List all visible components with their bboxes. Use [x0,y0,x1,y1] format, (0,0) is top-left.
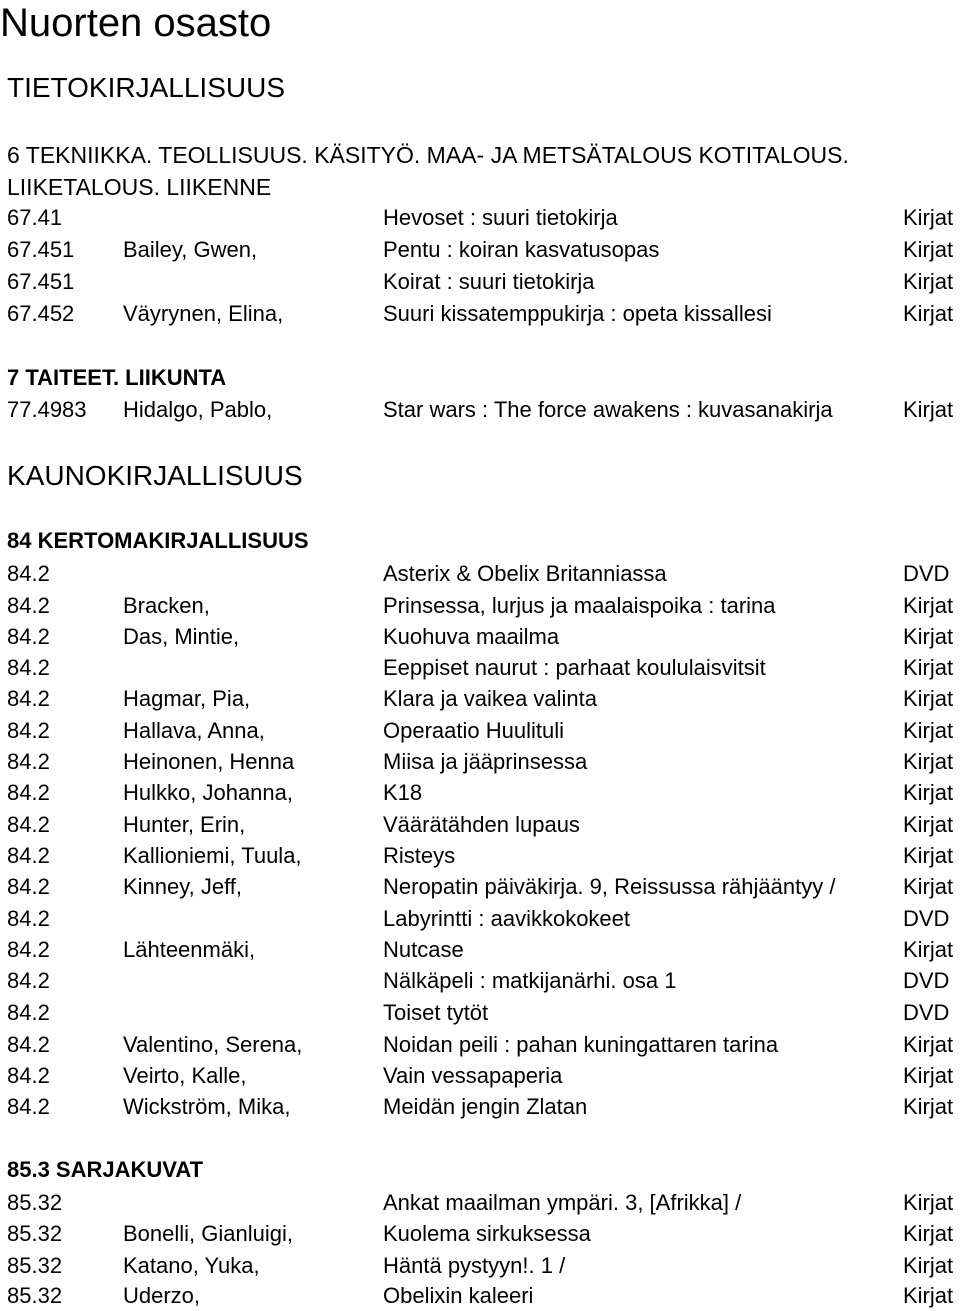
classification-code: 77.4983 [7,397,87,422]
material-type: Kirjat [903,843,954,868]
material-type: Kirjat [903,1063,954,1088]
catalog-row [0,1188,960,1218]
title: Neropatin päiväkirja. 9, Reissussa rähjääntyy / [383,874,836,899]
subsection-heading-6-line2: LIIKETALOUS. LIIKENNE [7,174,272,200]
catalog-row [0,559,960,589]
classification-code: 67.451 [7,269,75,294]
title: Väärätähden lupaus [383,812,580,837]
classification-code: 84.2 [7,1063,50,1088]
catalog-row [0,267,960,297]
material-type: Kirjat [903,937,954,962]
catalog-row [0,235,960,265]
material-type: Kirjat [903,749,954,774]
classification-code: 84.2 [7,1094,50,1119]
page-title: Nuorten osasto [0,1,272,45]
material-type: DVD [903,968,950,993]
title: Häntä pystyyn!. 1 / [383,1253,566,1278]
catalog-row [0,299,960,329]
material-type: Kirjat [903,686,954,711]
title: Eeppiset naurut : parhaat koululaisvitsit [383,655,766,680]
author: Kallioniemi, Tuula, [123,843,302,868]
author: Hunter, Erin, [123,812,246,837]
classification-code: 84.2 [7,593,50,618]
title: Nutcase [383,937,464,962]
catalog-row [0,904,960,934]
classification-code: 67.452 [7,301,75,326]
classification-code: 84.2 [7,780,50,805]
catalog-row [0,810,960,840]
material-type: Kirjat [903,1253,954,1278]
catalog-row [0,841,960,871]
title: K18 [383,780,423,805]
title: Noidan peili : pahan kuningattaren tarina [383,1032,779,1057]
classification-code: 84.2 [7,812,50,837]
title: Suuri kissatemppukirja : opeta kissallesi [383,301,772,326]
author: Bracken, [123,593,210,618]
author: Hidalgo, Pablo, [123,397,273,422]
section-heading-nonfiction: TIETOKIRJALLISUUS [7,72,286,103]
title: Kuolema sirkuksessa [383,1221,591,1246]
catalog-row [0,1061,960,1091]
title: Koirat : suuri tietokirja [383,269,595,294]
material-type: Kirjat [903,593,954,618]
catalog-row [0,716,960,746]
catalog-row [0,653,960,683]
subsection-heading-6-line1: 6 TEKNIIKKA. TEOLLISUUS. KÄSITYÖ. MAA- JA METSÄTALOUS KOTITALOUS. [7,142,849,168]
title: Klara ja vaikea valinta [383,686,598,711]
material-type: Kirjat [903,1221,954,1246]
title: Star wars : The force awakens : kuvasanakirja [383,397,833,422]
catalog-row [0,622,960,652]
author: Hallava, Anna, [123,718,265,743]
classification-code: 85.32 [7,1253,63,1278]
title: Asterix & Obelix Britanniassa [383,561,667,586]
catalog-row [0,935,960,965]
catalog-row [0,1281,960,1311]
catalog-row [0,203,960,233]
title: Kuohuva maailma [383,624,560,649]
author: Hulkko, Johanna, [123,780,293,805]
author: Katano, Yuka, [123,1253,260,1278]
classification-code: 84.2 [7,655,50,680]
author: Kinney, Jeff, [123,874,243,899]
classification-code: 84.2 [7,561,50,586]
catalog-row [0,1092,960,1122]
title: Obelixin kaleeri [383,1283,534,1308]
material-type: Kirjat [903,205,954,230]
classification-code: 84.2 [7,843,50,868]
material-type: Kirjat [903,812,954,837]
catalog-row [0,872,960,902]
title: Hevoset : suuri tietokirja [383,205,618,230]
classification-code: 84.2 [7,686,50,711]
subsection-heading-85-3: 85.3 SARJAKUVAT [7,1157,204,1182]
material-type: Kirjat [903,1190,954,1215]
author: Das, Mintie, [123,624,240,649]
classification-code: 67.41 [7,205,63,230]
catalog-row [0,1251,960,1281]
material-type: Kirjat [903,397,954,422]
material-type: Kirjat [903,874,954,899]
catalog-row [0,998,960,1028]
title: Risteys [383,843,456,868]
catalog-row [0,1219,960,1249]
material-type: Kirjat [903,237,954,262]
title: Operaatio Huulituli [383,718,564,743]
title: Pentu : koiran kasvatusopas [383,237,660,262]
title: Miisa ja jääprinsessa [383,749,588,774]
material-type: Kirjat [903,1094,954,1119]
material-type: Kirjat [903,1032,954,1057]
material-type: Kirjat [903,1283,954,1308]
section-heading-fiction: KAUNOKIRJALLISUUS [7,460,303,491]
catalog-row [0,778,960,808]
title: Labyrintti : aavikkokokeet [383,906,631,931]
author: Wickström, Mika, [123,1094,291,1119]
author: Väyrynen, Elina, [123,301,284,326]
classification-code: 85.32 [7,1190,63,1215]
material-type: Kirjat [903,624,954,649]
author: Veirto, Kalle, [123,1063,247,1088]
catalog-row [0,591,960,621]
subsection-heading-7: 7 TAITEET. LIIKUNTA [7,365,227,390]
classification-code: 84.2 [7,718,50,743]
material-type: Kirjat [903,655,954,680]
classification-code: 85.32 [7,1283,63,1308]
material-type: DVD [903,1000,950,1025]
material-type: Kirjat [903,269,954,294]
classification-code: 84.2 [7,1000,50,1025]
subsection-heading-84: 84 KERTOMAKIRJALLISUUS [7,528,309,553]
catalog-row [0,1030,960,1060]
catalog-row [0,684,960,714]
material-type: DVD [903,561,950,586]
title: Meidän jengin Zlatan [383,1094,588,1119]
material-type: Kirjat [903,780,954,805]
title: Prinsessa, lurjus ja maalaispoika : tarina [383,593,776,618]
title: Toiset tytöt [383,1000,489,1025]
classification-code: 84.2 [7,874,50,899]
title: Ankat maailman ympäri. 3, [Afrikka] / [383,1190,742,1215]
author: Bonelli, Gianluigi, [123,1221,293,1246]
catalog-row [0,747,960,777]
author: Uderzo, [123,1283,201,1308]
author: Lähteenmäki, [123,937,256,962]
author: Bailey, Gwen, [123,237,258,262]
classification-code: 84.2 [7,749,50,774]
classification-code: 85.32 [7,1221,63,1246]
classification-code: 84.2 [7,624,50,649]
title: Nälkäpeli : matkijanärhi. osa 1 [383,968,677,993]
classification-code: 84.2 [7,937,50,962]
title: Vain vessapaperia [383,1063,563,1088]
classification-code: 67.451 [7,237,75,262]
material-type: DVD [903,906,950,931]
author: Heinonen, Henna [123,749,295,774]
material-type: Kirjat [903,718,954,743]
author: Valentino, Serena, [123,1032,303,1057]
classification-code: 84.2 [7,906,50,931]
author: Hagmar, Pia, [123,686,251,711]
catalog-row [0,966,960,996]
material-type: Kirjat [903,301,954,326]
classification-code: 84.2 [7,1032,50,1057]
classification-code: 84.2 [7,968,50,993]
catalog-row [0,395,960,425]
